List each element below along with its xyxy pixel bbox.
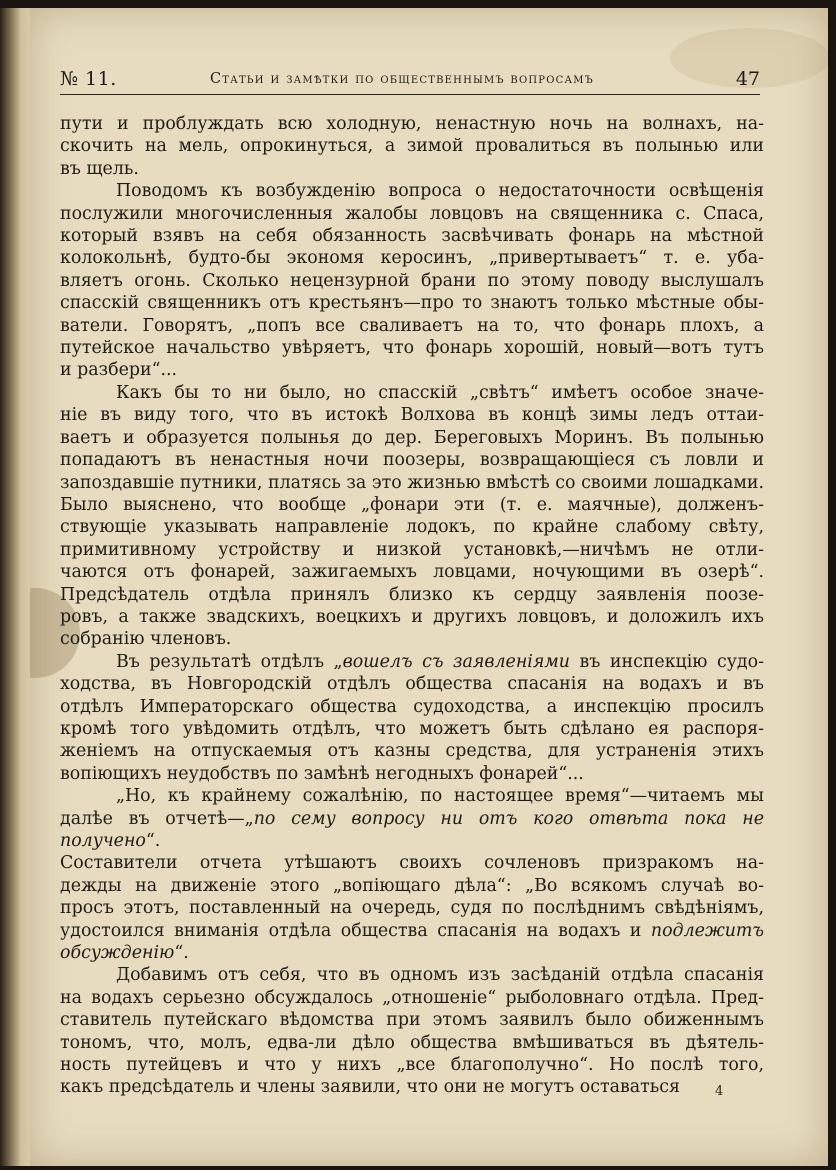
text-run: ствующіе указывать направленіе лодокъ, по крайне слабому свѣту,: [60, 517, 764, 538]
text-run: ровъ, а также звадскихъ, воецкихъ и другихъ ловцовъ, и доложилъ ихъ: [60, 606, 764, 627]
text-line: [60, 942, 764, 964]
text-line: [60, 964, 764, 986]
text-run: женіемъ на отпускаемыя отъ казны средства, для устраненія этихъ: [60, 741, 764, 762]
text-run: какъ предсѣдатель и члены заявили, что они не могутъ оставаться: [60, 1077, 680, 1098]
text-line: [60, 158, 764, 180]
text-run: попадаютъ въ ненастныя ночи поозеры, возвращающіеся съ ловли и: [60, 450, 764, 471]
text-line: [60, 808, 764, 853]
italic-text: обсужденію: [60, 943, 175, 964]
text-line: [60, 337, 764, 359]
text-line: [60, 651, 764, 673]
text-run: Добавимъ отъ себя, что въ одномъ изъ засѣданій отдѣла спасанія: [116, 965, 764, 986]
text-line: [60, 472, 764, 494]
text-run: тономъ, что, молъ, едва-ли дѣло общества вмѣшиваться въ дѣятель-: [60, 1032, 764, 1053]
text-line: [60, 763, 764, 785]
text-run: „Но, къ крайнему сожалѣнію, по настоящее время“—читаемъ мы: [116, 786, 764, 807]
page-header: [60, 64, 760, 95]
text-line: [60, 203, 764, 225]
text-line: [60, 247, 764, 269]
text-line: [60, 292, 764, 314]
text-line: [60, 740, 764, 762]
text-line: [60, 875, 764, 897]
text-line: [60, 427, 764, 449]
text-line: [60, 539, 764, 561]
text-line: [60, 382, 764, 404]
text-run: примитивному устройству и низкой установкѣ,—ничѣмъ не отли-: [60, 539, 764, 560]
text-line: [60, 135, 764, 157]
text-line: [60, 606, 764, 628]
text-line: [60, 270, 764, 292]
article-body: [60, 113, 764, 1099]
issue-number: № 11.: [60, 68, 117, 90]
text-run: ность путейцевъ и что у нихъ „все благополучно“. Но послѣ того,: [60, 1055, 764, 1076]
text-line: [60, 852, 764, 874]
text-run: вопіющихъ неудобствъ по замѣнѣ негодныхъ фонарей“...: [60, 763, 584, 784]
text-line: [60, 696, 764, 718]
text-run: Было выяснено, что вообще „фонари эти (т. е. маячные), долженъ-: [60, 494, 764, 515]
text-run: колокольнѣ, будто-бы экономя керосинъ, „привертываетъ“ т. е. уба-: [60, 248, 764, 269]
text-line: [60, 315, 764, 337]
text-run: въ инспекцію судо-: [569, 651, 764, 672]
text-run: Поводомъ къ возбужденію вопроса о недостаточности освѣщенія: [116, 181, 764, 202]
text-run: скочить на мель, опрокинуться, а зимой провалиться въ полынью или: [60, 136, 764, 157]
text-line: [60, 1054, 764, 1076]
text-run: и разбери“...: [60, 360, 178, 381]
text-run: просъ этотъ, поставленный на очередь, судя по послѣднимъ свѣдѣніямъ,: [60, 898, 764, 919]
text-run: собранію членовъ.: [60, 629, 232, 650]
text-run: въ щель.: [60, 158, 139, 179]
text-line: [60, 449, 764, 471]
text-run: отдѣлъ Императорскаго общества судоходства, а инспекцію просилъ: [60, 696, 764, 717]
text-run: ватели. Говорятъ, „попъ все сваливаетъ на то, что фонарь плохъ, а: [60, 315, 764, 336]
text-line: [60, 584, 764, 606]
text-line: [60, 225, 764, 247]
text-line: [60, 718, 764, 740]
text-run: ставитель путейскаго вѣдомства при этомъ заявилъ было обиженнымъ: [60, 1010, 764, 1031]
text-run: ніе въ виду того, что въ истокѣ Волхова въ концѣ зимы ледъ оттаи-: [60, 405, 764, 426]
text-line: [60, 404, 764, 426]
text-run: который взявъ на себя обязанность засвѣчивать фонарь на мѣстной: [60, 226, 764, 247]
text-line: [60, 494, 764, 516]
text-run: путейское начальство увѣряетъ, что фонарь хорошій, новый—вотъ тутъ: [60, 338, 764, 359]
text-line: [60, 516, 764, 538]
text-line: [60, 113, 764, 135]
text-run: ходства, въ Новгородскій отдѣлъ общества спасанія на водахъ и въ: [60, 674, 764, 695]
text-run: ваетъ и образуется полынья до дер. Береговыхъ Моринъ. Въ полынью: [60, 427, 764, 448]
text-run: на водахъ серьезно обсуждалось „отношеніе“ рыболовнаго отдѣла. Пред-: [60, 987, 764, 1008]
text-run: спасскій священникъ отъ крестьянъ—про то знаютъ только мѣстные обы-: [60, 293, 764, 314]
text-line: [60, 897, 764, 919]
book-spine-edge: [0, 8, 30, 1166]
running-title: Статьи и замѣтки по общественнымъ вопросамъ: [210, 71, 594, 87]
text-line: [60, 1032, 764, 1054]
text-line: [60, 785, 764, 807]
text-line: [60, 987, 764, 1009]
text-run: чаются отъ фонарей, зажигаемыхъ ловцами, ночующими въ озерѣ“.: [60, 562, 764, 583]
text-run: вляетъ огонь. Сколько нецензурной брани по этому поводу выслушалъ: [60, 270, 764, 291]
text-line: [60, 1076, 764, 1098]
text-line: [60, 920, 764, 942]
text-run: пути и проблуждать всю холодную, ненастную ночь на волнахъ, на-: [60, 114, 764, 134]
text-run: дежды на движеніе этого „вопіющаго дѣла“: „Во всякомъ случаѣ во-: [60, 875, 764, 896]
italic-text: подлежитъ: [650, 920, 764, 941]
text-line: [60, 180, 764, 202]
text-line: [60, 1009, 764, 1031]
italic-text: по сему вопросу ни отъ кого отвѣта пока не получено: [60, 808, 765, 851]
text-line: [60, 359, 764, 381]
italic-text: вошелъ съ заявленіями: [342, 651, 570, 672]
text-run: Предсѣдатель отдѣла принялъ близко къ сердцу заявленія поозе-: [60, 584, 764, 605]
text-line: [60, 673, 764, 695]
text-run: удостоился вниманія отдѣла общества спасанія на водахъ и: [60, 920, 651, 941]
page-number: 47: [735, 68, 760, 90]
text-run: послужили многочисленныя жалобы ловцовъ на священника с. Спаса,: [60, 203, 764, 224]
text-line: [60, 628, 764, 650]
text-run: “.: [174, 943, 189, 964]
text-run: запоздавшіе путники, платясь за это жизнью вмѣстѣ со своими лошадками.: [60, 472, 764, 493]
text-run: кромѣ того увѣдомить отдѣлъ, что можетъ быть сдѣлано ея распоря-: [60, 718, 764, 739]
text-run: Въ результатѣ отдѣлъ „: [116, 651, 343, 672]
text-run: Какъ бы то ни было, но спасскій „свѣтъ“ имѣетъ особое значе-: [116, 382, 764, 403]
text-run: “.: [145, 831, 161, 851]
text-line: [60, 561, 764, 583]
signature-number: 4: [715, 1084, 724, 1099]
text-run: Составители отчета утѣшаютъ своихъ сочленовъ призракомъ на-: [60, 853, 764, 874]
text-run: далѣе въ отчетѣ—„: [60, 808, 254, 829]
